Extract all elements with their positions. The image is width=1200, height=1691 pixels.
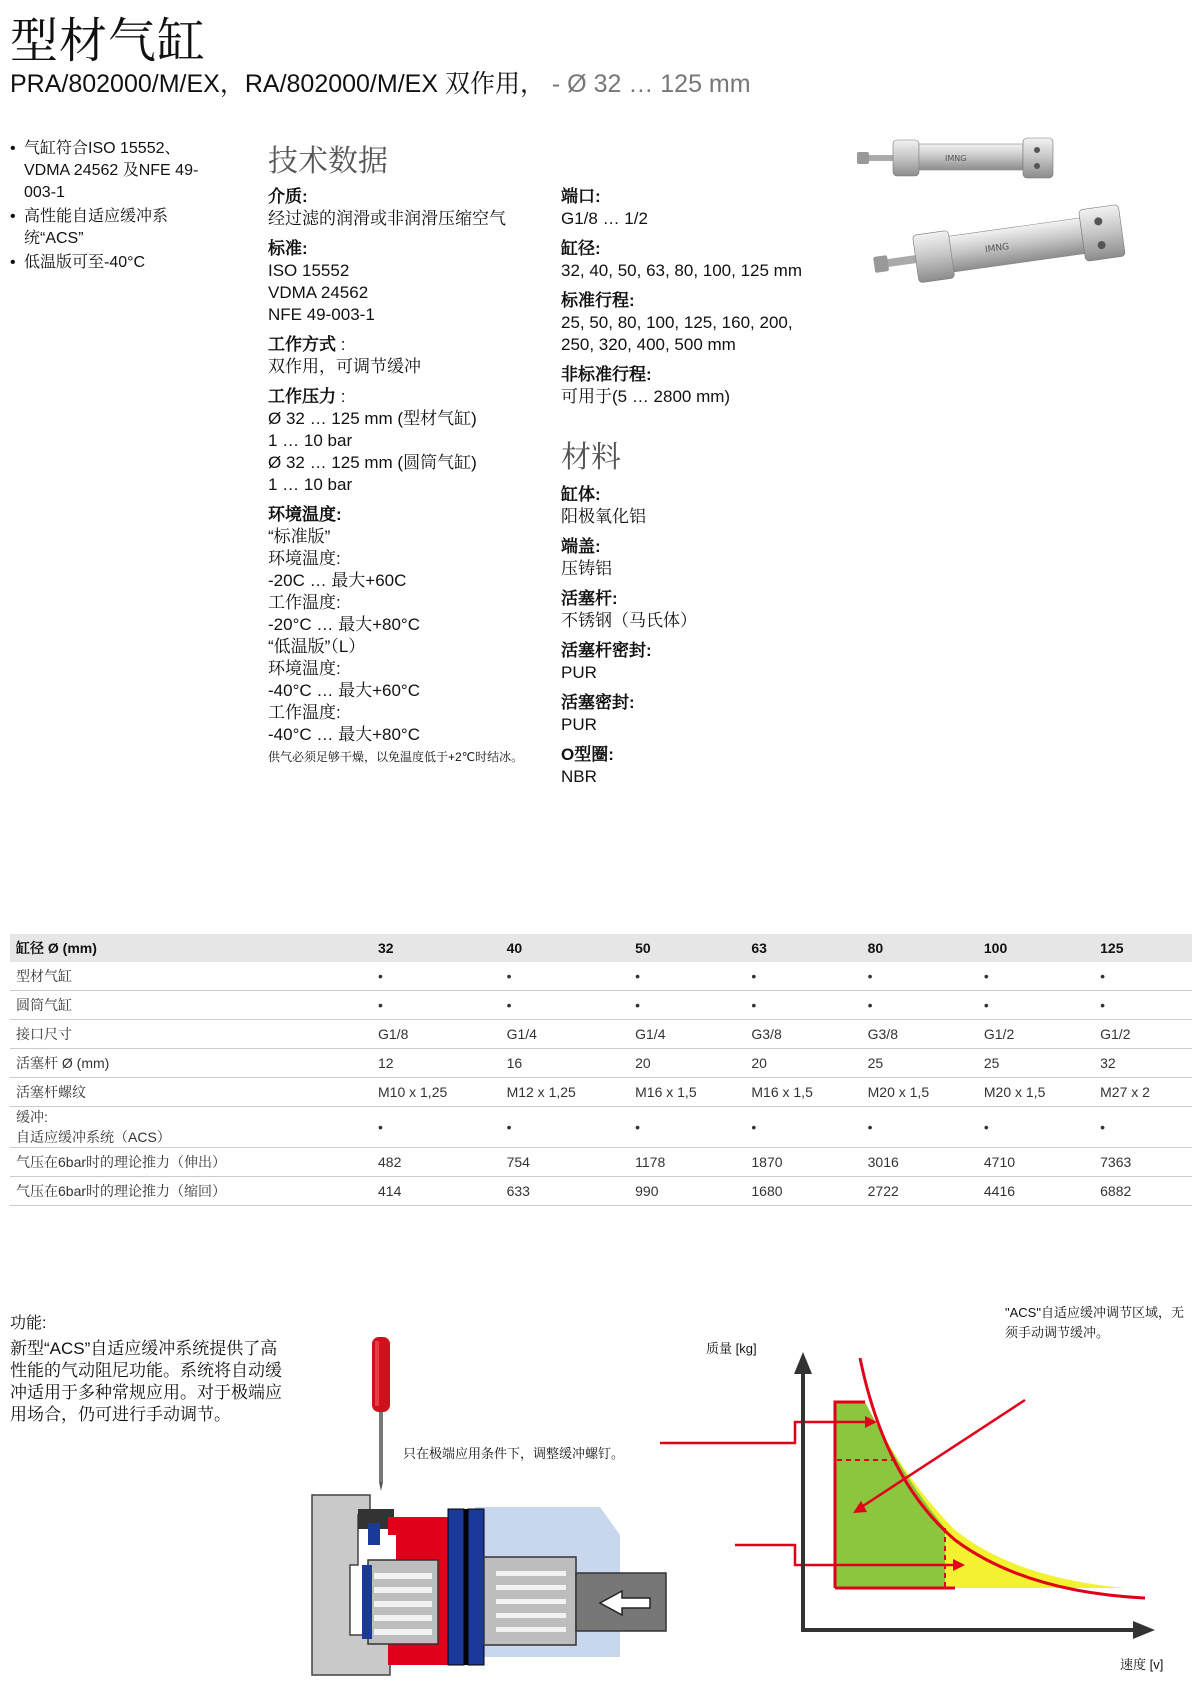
spec-label-sep: :: [336, 335, 346, 354]
material-label: 活塞密封:: [561, 693, 635, 712]
subtitle-models: PRA/802000/M/EX，RA/802000/M/EX 双作用，: [10, 70, 545, 98]
spec-label: 环境温度:: [268, 505, 342, 524]
material-label: 缸体:: [561, 485, 601, 504]
spec-value: NFE 49-003-1: [268, 305, 375, 324]
spec-value: -20C … 最大+60C: [268, 571, 407, 590]
x-axis-label: 速度 [v]: [1120, 1657, 1164, 1672]
table-header-bore: 40: [501, 934, 630, 962]
material-value: 不锈钢（马氏体）: [561, 611, 697, 630]
spec-operation: [268, 334, 558, 378]
table-cell: •: [501, 991, 630, 1020]
material-label: 端盖:: [561, 537, 601, 556]
table-header-bore: 63: [745, 934, 861, 962]
row-label: 圆筒气缸: [10, 991, 372, 1020]
tech-column-1: [268, 186, 558, 776]
materials-list: [561, 484, 851, 796]
cylinder-large: [871, 204, 1126, 290]
brand-logo: IMNG: [945, 154, 967, 163]
spec-temperature: [268, 504, 558, 768]
table-cell: •: [862, 962, 978, 991]
spec-label-sep: :: [336, 387, 346, 406]
table-cell: 1178: [629, 1148, 745, 1177]
spec-value: 工作温度:: [268, 593, 341, 612]
table-cell: G1/2: [978, 1020, 1094, 1049]
table-cell: 32: [1094, 1049, 1192, 1078]
spec-value: 工作温度:: [268, 703, 341, 722]
table-cell: G1/8: [372, 1020, 501, 1049]
material-value: PUR: [561, 715, 597, 734]
spec-value: 32, 40, 50, 63, 80, 100, 125 mm: [561, 261, 802, 280]
table-row: [10, 1049, 1192, 1078]
table-cell: 754: [501, 1148, 630, 1177]
table-cell: M20 x 1,5: [978, 1078, 1094, 1107]
table-cell: •: [862, 1107, 978, 1148]
tech-column-2: [561, 186, 851, 416]
specification-table: [10, 934, 1192, 1206]
table-cell: G1/4: [629, 1020, 745, 1049]
row-label: 气压在6bar时的理论推力（缩回）: [10, 1177, 372, 1206]
table-cell: •: [629, 991, 745, 1020]
table-cell: 990: [629, 1177, 745, 1206]
spec-value: “低温版”（L）: [268, 637, 366, 656]
table-cell: 3016: [862, 1148, 978, 1177]
table-cell: •: [372, 991, 501, 1020]
table-cell: M12 x 1,25: [501, 1078, 630, 1107]
spec-label: 非标准行程:: [561, 365, 652, 384]
row-label: 型材气缸: [10, 962, 372, 991]
spec-value: Ø 32 … 125 mm (圆筒气缸): [268, 453, 477, 472]
spec-value: 环境温度:: [268, 549, 341, 568]
material-value: PUR: [561, 663, 597, 682]
table-cell: •: [745, 991, 861, 1020]
table-cell: G1/2: [1094, 1020, 1192, 1049]
table-row: [10, 1177, 1192, 1206]
table-cell: •: [978, 1107, 1094, 1148]
material-item: [561, 484, 851, 528]
spec-value: ISO 15552: [268, 261, 350, 280]
spec-label: 工作压力: [268, 387, 336, 406]
acs-region-caption: "ACS"自适应缓冲调节区域，无须手动调节缓冲。: [1005, 1305, 1184, 1340]
cylinder-small: [857, 138, 1053, 178]
table-cell: •: [501, 962, 630, 991]
table-cell: •: [1094, 962, 1192, 991]
brand-logo: IMNG: [984, 242, 1010, 256]
spec-value: G1/8 … 1/2: [561, 209, 648, 228]
page-title: 型材气缸: [10, 15, 207, 68]
spec-label: 端口:: [561, 187, 601, 206]
row-label: 活塞杆 Ø (mm): [10, 1049, 372, 1078]
table-cell: 25: [978, 1049, 1094, 1078]
feature-list: [10, 138, 225, 276]
subtitle-bore-range: - Ø 32 … 125 mm: [551, 70, 751, 98]
function-heading: 功能:: [10, 1315, 47, 1332]
table-row: [10, 991, 1192, 1020]
table-header-bore: 80: [862, 934, 978, 962]
material-item: [561, 692, 851, 736]
acs-cushion-graph: [655, 1330, 1195, 1675]
table-cell: G1/4: [501, 1020, 630, 1049]
y-axis-label: 质量 [kg]: [706, 1341, 757, 1356]
cushion-cross-section-diagram: [300, 1335, 680, 1685]
table-row: [10, 1078, 1192, 1107]
table-cell: •: [629, 1107, 745, 1148]
table-row: [10, 1148, 1192, 1177]
spec-value: 环境温度:: [268, 659, 341, 678]
material-label: O型圈:: [561, 745, 614, 764]
table-cell: M20 x 1,5: [862, 1078, 978, 1107]
spec-value: 1 … 10 bar: [268, 475, 353, 494]
tech-data-heading: 技术数据: [268, 145, 388, 178]
table-cell: M27 x 2: [1094, 1078, 1192, 1107]
table-cell: •: [862, 991, 978, 1020]
table-cell: 1870: [745, 1148, 861, 1177]
screw-caption: 只在极端应用条件下，调整缓冲螺钉。: [403, 1446, 625, 1461]
cylinder-product-image: [855, 128, 1145, 328]
table-row: [10, 1107, 1192, 1148]
table-cell: M16 x 1,5: [629, 1078, 745, 1107]
table-cell: •: [745, 1107, 861, 1148]
spec-value: 25, 50, 80, 100, 125, 160, 200,: [561, 313, 793, 332]
spec-label: 标准:: [268, 239, 308, 258]
feature-item: • 气缸符合ISO 15552、VDMA 24562 及NFE 49-003-1: [10, 138, 225, 204]
table-cell: 482: [372, 1148, 501, 1177]
table-cell: 7363: [1094, 1148, 1192, 1177]
table-header-row: [10, 934, 1192, 962]
material-item: [561, 588, 851, 632]
spec-pressure: [268, 386, 558, 496]
table-cell: •: [372, 962, 501, 991]
table-cell: 633: [501, 1177, 630, 1206]
table-cell: 20: [629, 1049, 745, 1078]
spec-standard: [268, 238, 558, 326]
spec-label: 工作方式: [268, 335, 336, 354]
spec-label: 标准行程:: [561, 291, 635, 310]
page-subtitle: [10, 64, 751, 100]
table-cell: •: [629, 962, 745, 991]
table-cell: •: [978, 962, 1094, 991]
spec-value: -40°C … 最大+60°C: [268, 681, 421, 700]
spec-port: [561, 186, 851, 230]
table-cell: •: [372, 1107, 501, 1148]
table-cell: •: [1094, 1107, 1192, 1148]
row-label-line: 自适应缓冲系统（ACS）: [16, 1129, 171, 1145]
row-label-line: 缓冲:: [16, 1109, 48, 1125]
table-cell: •: [745, 962, 861, 991]
spec-value: “标准版”: [268, 527, 331, 546]
spec-bore: [561, 238, 851, 282]
spec-nonstandard-stroke: [561, 364, 851, 408]
materials-heading: 材料: [561, 441, 621, 474]
table-cell: M16 x 1,5: [745, 1078, 861, 1107]
spec-medium: [268, 186, 558, 230]
table-cell: 1680: [745, 1177, 861, 1206]
table-header-label: 缸径 Ø (mm): [10, 934, 372, 962]
material-item: [561, 536, 851, 580]
feature-item: • 低温版可至-40°C: [10, 252, 225, 274]
table-header-bore: 32: [372, 934, 501, 962]
spec-label: 介质:: [268, 187, 308, 206]
table-cell: 414: [372, 1177, 501, 1206]
spec-stroke: [561, 290, 851, 356]
spec-value: 可用于(5 … 2800 mm): [561, 387, 731, 406]
feature-item: • 高性能自适应缓冲系统“ACS”: [10, 206, 225, 250]
screwdriver-icon: [372, 1337, 390, 1491]
function-description: 新型“ACS”自适应缓冲系统提供了高性能的气动阻尼功能。系统将自动缓冲适用于多种常规应用。对于极端应用场合，仍可进行手动调节。: [10, 1339, 282, 1424]
spec-value: Ø 32 … 125 mm (型材气缸): [268, 409, 477, 428]
table-cell: 4416: [978, 1177, 1094, 1206]
table-cell: 6882: [1094, 1177, 1192, 1206]
table-cell: G3/8: [745, 1020, 861, 1049]
table-cell: •: [501, 1107, 630, 1148]
table-cell: 20: [745, 1049, 861, 1078]
spec-value: -20°C … 最大+80°C: [268, 615, 421, 634]
material-value: 阳极氧化铝: [561, 507, 646, 526]
material-item: [561, 744, 851, 788]
spec-label: 缸径:: [561, 239, 601, 258]
spec-value: -40°C … 最大+80°C: [268, 725, 421, 744]
material-item: [561, 640, 851, 684]
table-cell: 4710: [978, 1148, 1094, 1177]
material-value: NBR: [561, 767, 597, 786]
spec-value: 1 … 10 bar: [268, 431, 353, 450]
row-label: 气压在6bar时的理论推力（伸出）: [10, 1148, 372, 1177]
table-cell: 25: [862, 1049, 978, 1078]
table-cell: 16: [501, 1049, 630, 1078]
table-header-bore: 125: [1094, 934, 1192, 962]
table-cell: 12: [372, 1049, 501, 1078]
material-label: 活塞杆:: [561, 589, 618, 608]
spec-value: 双作用，可调节缓冲: [268, 357, 421, 376]
table-header-bore: 100: [978, 934, 1094, 962]
row-label: [10, 1107, 372, 1148]
row-label: 接口尺寸: [10, 1020, 372, 1049]
table-cell: G3/8: [862, 1020, 978, 1049]
table-cell: •: [978, 991, 1094, 1020]
row-label: 活塞杆螺纹: [10, 1078, 372, 1107]
spec-value: 经过滤的润滑或非润滑压缩空气: [268, 209, 506, 228]
table-cell: 2722: [862, 1177, 978, 1206]
spec-note: 供气必须足够干燥，以免温度低于+2℃时结冰。: [268, 750, 524, 764]
material-label: 活塞杆密封:: [561, 641, 652, 660]
table-cell: M10 x 1,25: [372, 1078, 501, 1107]
table-row: [10, 1020, 1192, 1049]
spec-value: VDMA 24562: [268, 283, 369, 302]
spec-value: 250, 320, 400, 500 mm: [561, 335, 736, 354]
table-row: [10, 962, 1192, 991]
material-value: 压铸铝: [561, 559, 612, 578]
table-header-bore: 50: [629, 934, 745, 962]
table-cell: •: [1094, 991, 1192, 1020]
